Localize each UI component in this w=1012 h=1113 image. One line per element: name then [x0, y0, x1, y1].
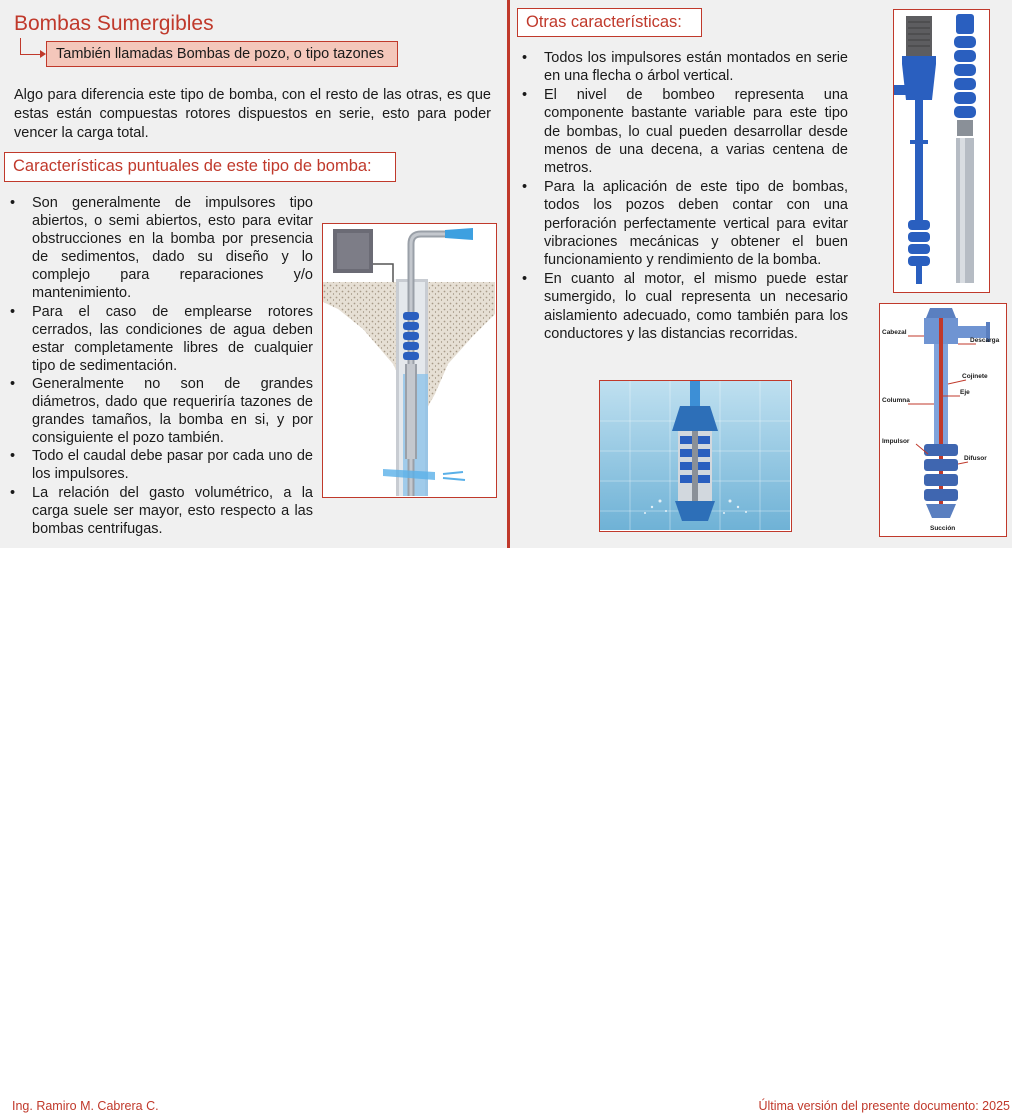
underwater-pump-figure — [599, 380, 792, 532]
slide — [0, 0, 1012, 548]
list-item: • Generalmente no son de grandes diámetros, dado que requeriría tazones de grandes tamaños, la bomba en si, y por consiguiente el pozo también. — [6, 375, 313, 447]
right-bullet-list — [518, 49, 848, 344]
vertical-divider — [507, 0, 510, 548]
list-item: • La relación del gasto volumétrico, a la carga suele ser mayor, esto respecto a las bombas centrifugas. — [6, 484, 313, 538]
intro-paragraph: Algo para diferencia este tipo de bomba, con el resto de las otras, es que estas están compuestas rotores dispuestos en serie, esto para poder vencer la carga total. — [14, 87, 491, 141]
list-item: • Para el caso de emplearse rotores cerrados, las condiciones de agua deben estar completamente libres de cualquier tipo de sedimentación. — [6, 303, 313, 375]
well-pump-figure — [322, 223, 497, 498]
pump-photo-figure — [893, 9, 990, 293]
label-columna: Columna — [882, 397, 910, 404]
label-succion: Succión — [930, 525, 956, 532]
list-item: • En cuanto al motor, el mismo puede estar sumergido, lo cual representa un necesario aislamiento adecuado, como también para los conductores y las distancias recorridas. — [518, 270, 848, 344]
label-eje: Eje — [960, 389, 970, 396]
list-item: • Para la aplicación de este tipo de bombas, todos los pozos deben contar con una perforación perfectamente vertical para evitar vibraciones mecánicas y obtener el buen funcionamiento y rendimiento de la bomba. — [518, 178, 848, 270]
footer-version: Última versión del presente documento: 2025 — [758, 1099, 1010, 1113]
page-title: Bombas Sumergibles — [14, 12, 214, 35]
well-pump-illustration — [323, 224, 495, 496]
label-cojinete: Cojinete — [962, 373, 988, 380]
label-difusor: Difusor — [964, 455, 987, 462]
left-section-heading: Características puntuales de este tipo de bomba: — [4, 152, 396, 182]
list-item: • Son generalmente de impulsores tipo abiertos, o semi abiertos, esto para evitar obstrucciones en la bomba por presencia de sedimentos, dado su diseño y lo complejo para reparaciones y/o mantenimiento. — [6, 194, 313, 303]
list-item: • El nivel de bombeo representa una componente bastante variable para este tipo de bombas, lo cual pueden desarrollar desde menos de una decena, a varias centena de metros. — [518, 86, 848, 178]
right-section-heading: Otras características: — [517, 8, 702, 37]
footer — [0, 548, 1012, 1113]
left-bullet-list — [6, 194, 313, 538]
label-descarga: Descarga — [970, 337, 1000, 344]
label-impulsor: Impulsor — [882, 438, 910, 445]
pump-photo-illustration — [894, 10, 988, 291]
cross-section-diagram — [880, 304, 1005, 535]
underwater-pump-illustration — [600, 381, 790, 530]
list-item: • Todos los impulsores están montados en serie en una flecha o árbol vertical. — [518, 49, 848, 86]
subtitle-box: También llamadas Bombas de pozo, o tipo tazones — [46, 41, 398, 67]
footer-author: Ing. Ramiro M. Cabrera C. — [12, 1099, 159, 1113]
cross-section-figure — [879, 303, 1007, 537]
list-item: • Todo el caudal debe pasar por cada uno de los impulsores. — [6, 447, 313, 483]
label-cabezal: Cabezal — [882, 329, 907, 336]
